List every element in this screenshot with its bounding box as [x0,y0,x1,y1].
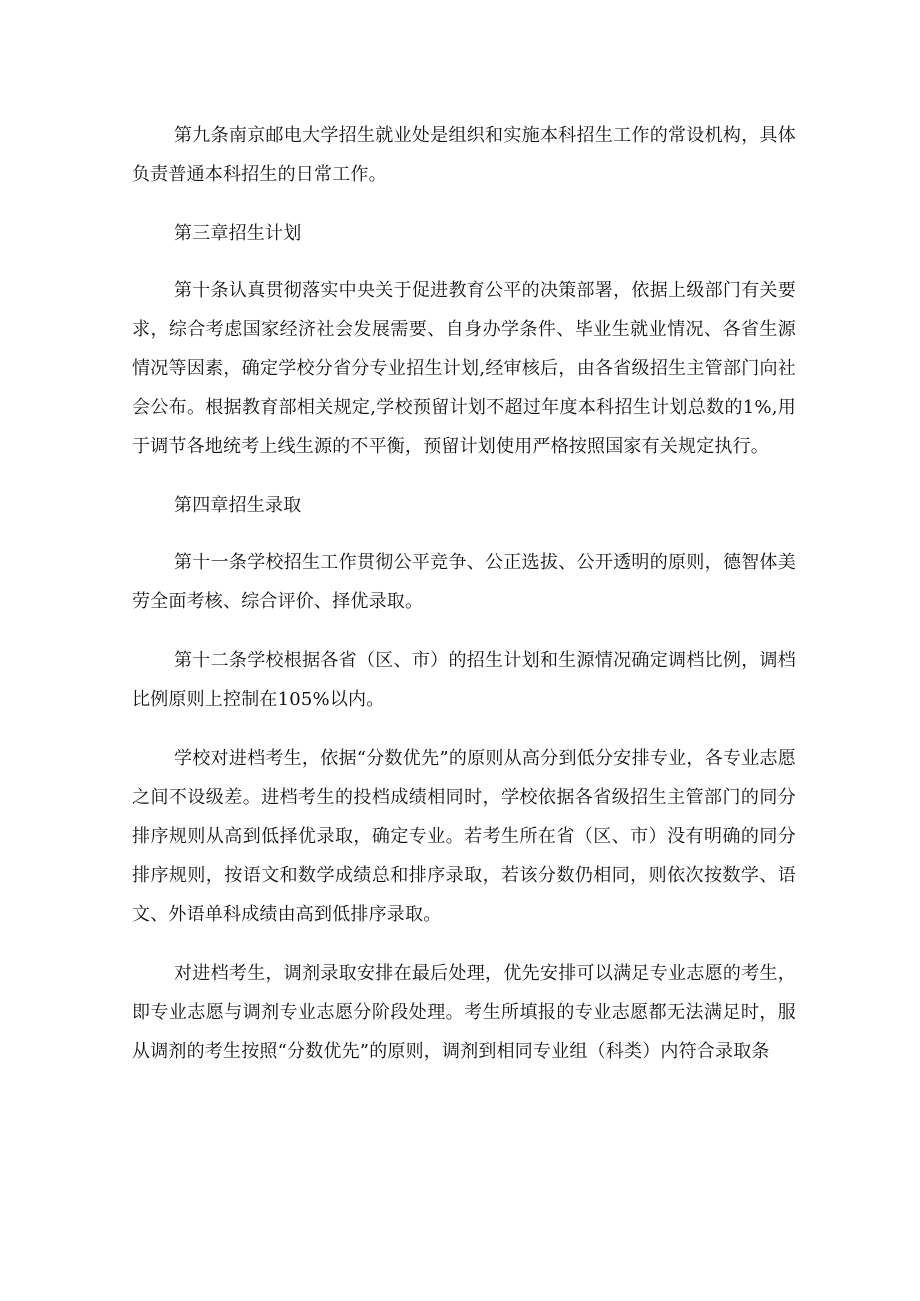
article-11-paragraph: 第十一条学校招生工作贯彻公平竞争、公正选拔、公开透明的原则，德智体美劳全面考核、综合评价、择优录取。 [132,552,796,612]
chapter-4-heading: 第四章招生录取 [174,495,302,516]
article-12-paragraph: 第十二条学校根据各省（区、市）的招生计划和生源情况确定调档比例，调档比例原则上控制在105%以内。 [132,650,796,710]
article-10-paragraph: 第十条认真贯彻落实中央关于促进教育公平的决策部署，依据上级部门有关要求，综合考虑国家经济社会发展需要、自身办学条件、毕业生就业情况、各省生源情况等因素，确定学校分省分专业招生计划,经审核后，由各省级招生主管部门向社会公布。根据教育部相关规定,学校预留计划不超过年度本科招生计划总数的1%,用于调节各地统考上线生源的不平衡，预留计划使用严格按照国家有关规定执行。 [132,280,796,457]
admission-rules-paragraph: 学校对进档考生，依据“分数优先”的原则从高分到低分安排专业，各专业志愿之间不设级差。进档考生的投档成绩相同时，学校依据各省级招生主管部门的同分排序规则从高到低择优录取，确定专业。若考生所在省（区、市）没有明确的同分排序规则，按语文和数学成绩总和排序录取，若该分数仍相同，则依次按数学、语文、外语单科成绩由高到低排序录取。 [132,748,796,925]
document-body [132,116,796,1091]
article-9-paragraph: 第九条南京邮电大学招生就业处是组织和实施本科招生工作的常设机构，具体负责普通本科招生的日常工作。 [132,125,796,185]
chapter-3-heading: 第三章招生计划 [174,223,302,244]
adjustment-rules-paragraph: 对进档考生，调剂录取安排在最后处理，优先安排可以满足专业志愿的考生，即专业志愿与调剂专业志愿分阶段处理。考生所填报的专业志愿都无法满足时，服从调剂的考生按照“分数优先”的原则，调剂到相同专业组（科类）内符合录取条 [132,963,796,1062]
